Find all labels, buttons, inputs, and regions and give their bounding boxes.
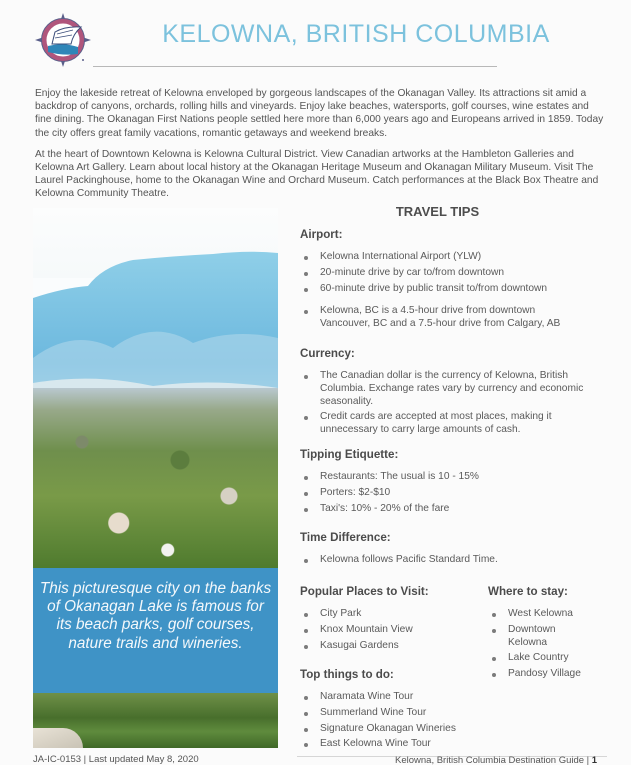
list-item: Pandosy Village	[488, 668, 608, 681]
list-item: East Kelowna Wine Tour	[300, 738, 500, 751]
guide-title: Kelowna, British Columbia Destination Guide |	[395, 755, 592, 765]
stay-heading: Where to stay:	[488, 585, 568, 598]
places-section	[300, 585, 480, 655]
airport-section	[300, 228, 600, 334]
cruise-ship-compass-logo-icon	[33, 12, 93, 68]
page-title: KELOWNA, BRITISH COLUMBIA	[162, 20, 550, 48]
list-item: Kelowna follows Pacific Standard Time.	[300, 554, 590, 567]
title-divider	[93, 66, 497, 67]
intro-paragraph: At the heart of Downtown Kelowna is Kelowna Cultural District. View Canadian artworks at the Hambleton Galleries and Kelowna Art Gallery. Learn about local history at the Okanagan Heritage Museum and Okanagan Military Museum. Visit The Laurel Packinghouse, home to the Okanagan Wine and Orchard Museum. Catch performances at the Black Box Theatre and Kelowna Community Theatre.	[35, 148, 599, 200]
list-item: Signature Okanagan Wineries	[300, 723, 500, 736]
page-number: 1	[591, 755, 598, 765]
list-item: Lake Country	[488, 652, 608, 665]
list-item: Knox Mountain View	[300, 624, 480, 637]
list-item: Kelowna, BC is a 4.5-hour drive from downtown Vancouver, BC and a 7.5-hour drive from Calgary, AB	[300, 305, 585, 331]
kelowna-photo	[33, 208, 278, 748]
list-item: 20-minute drive by car to/from downtown	[300, 267, 600, 280]
time-heading: Time Difference:	[300, 531, 391, 544]
time-section	[300, 531, 590, 570]
todo-section	[300, 668, 500, 754]
list-item: Porters: $2-$10	[300, 487, 590, 500]
intro-paragraph: Enjoy the lakeside retreat of Kelowna enveloped by gorgeous landscapes of the Okanagan Valley. Its attractions sit amid a backdrop of canyons, orchards, rolling hills and vineyards. Enjoy lake beaches, watersports, golf courses, wine estates and fine dining. The Okanagan First Nations people settled here more than 6,000 years ago and Europeans arrived in 1859. Today the city offers great family vacations, romantic getaways and weekend breaks.	[35, 88, 604, 139]
list-item: City Park	[300, 608, 480, 621]
town-image	[33, 388, 278, 568]
list-item: Restaurants: The usual is 10 - 15%	[300, 471, 590, 484]
stay-section	[488, 585, 608, 684]
tipping-heading: Tipping Etiquette:	[300, 448, 399, 461]
currency-heading: Currency:	[300, 347, 355, 360]
currency-section	[300, 347, 590, 440]
list-item: Kasugai Gardens	[300, 640, 480, 653]
list-item: Naramata Wine Tour	[300, 691, 500, 704]
guide-footer	[395, 755, 597, 765]
airport-heading: Airport:	[300, 228, 343, 241]
list-item: West Kelowna	[488, 608, 608, 621]
list-item: Credit cards are accepted at most places, making it unnecessary to carry large amounts of cash.	[300, 411, 590, 437]
list-item: 60-minute drive by public transit to/from downtown	[300, 283, 600, 296]
photo-caption: This picturesque city on the banks of Okanagan Lake is famous for its beach parks, golf courses, nature trails and wineries.	[33, 568, 278, 693]
places-heading: Popular Places to Visit:	[300, 585, 429, 598]
list-item: The Canadian dollar is the currency of Kelowna, British Columbia. Exchange rates vary by currency and economic seasonality.	[300, 370, 590, 408]
list-item: Summerland Wine Tour	[300, 707, 500, 720]
todo-heading: Top things to do:	[300, 668, 394, 681]
list-item: Downtown Kelowna	[488, 624, 560, 650]
list-item: Kelowna International Airport (YLW)	[300, 251, 600, 264]
travel-tips-heading: TRAVEL TIPS	[395, 204, 480, 219]
document-id: JA-IC-0153 | Last updated May 8, 2020	[33, 754, 199, 765]
list-item: Taxi's: 10% - 20% of the fare	[300, 503, 590, 516]
tipping-section	[300, 448, 590, 518]
intro-text	[35, 87, 605, 209]
